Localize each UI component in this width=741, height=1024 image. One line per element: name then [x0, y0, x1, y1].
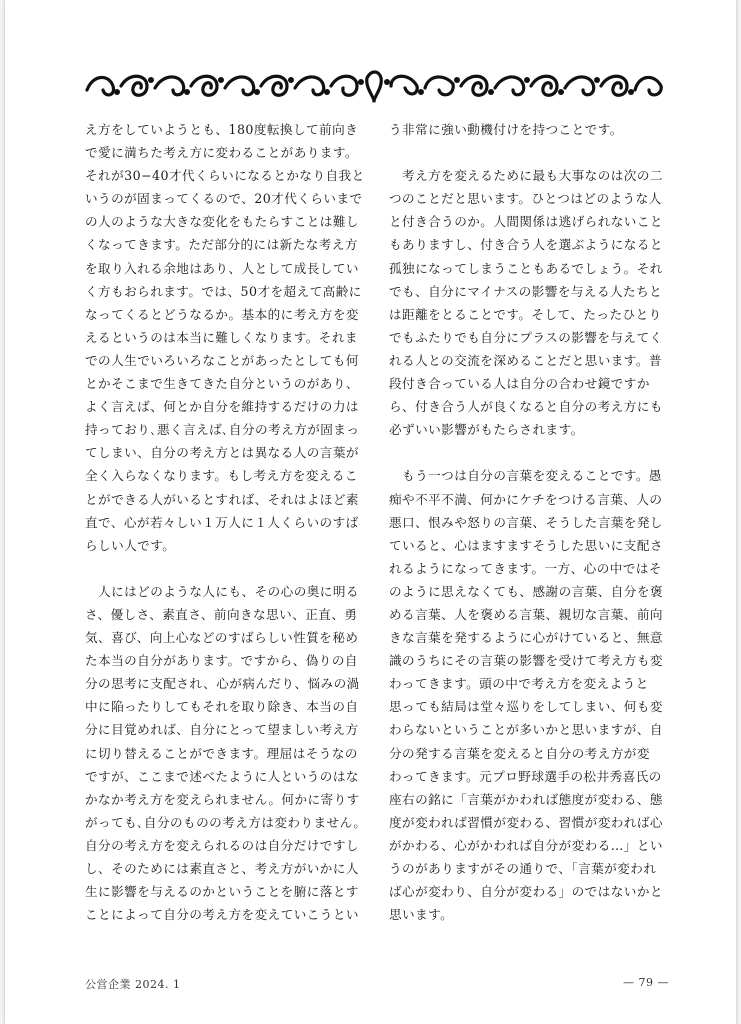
text-line: ば心が変わり、自分が変わる」のではないかと — [389, 884, 663, 900]
text-line: に切り替えることができます。理屈はそうなの — [85, 745, 358, 761]
text-line: 座右の銘に「言葉がかわれば態度が変わる、態 — [389, 791, 663, 807]
text-line: さ、優しさ、素直さ、前向きな思い、正直、勇 — [85, 606, 358, 622]
text-line: た本当の自分があります。ですから、偽りの自 — [85, 653, 358, 669]
text-line: でもふたりでも自分にプラスの影響を与えてく — [389, 329, 663, 345]
text-line: てしまい、自分の考え方とは異なる人の言葉が — [85, 445, 359, 461]
text-line: え方をしていようとも、180度転換して前向き — [85, 122, 359, 137]
paragraph-spacer — [389, 441, 669, 464]
text-line: 自分の考え方を変えられるのは自分だけですし — [85, 837, 359, 853]
text-line: 痴や不平不満、何かにケチをつける言葉、人の — [389, 491, 663, 507]
text-line: ですが、ここまで述べたように人というのはな — [85, 768, 359, 784]
text-line: める言葉、人を褒める言葉、親切な言葉、前向 — [389, 606, 663, 622]
text-line: の人のような大きな変化をもたらすことは難し — [85, 214, 359, 230]
text-line: 分の思考に支配され、心が病んだり、悩みの渦 — [85, 676, 360, 692]
text-line: 分に目覚めれば、自分にとって望ましい考え方 — [85, 722, 359, 738]
text-line: わってきます。元プロ野球選手の松井秀喜氏の — [389, 768, 662, 784]
text-line: 孤独になってしまうこともあるでしょう。それ — [389, 260, 663, 276]
text-line: よく言えば、何とか自分を維持するだけの力は — [85, 399, 359, 415]
text-line: 度が変われば習慣が変わる、習慣が変われば心 — [389, 814, 663, 830]
text-line: のように思えなくても、感謝の言葉、自分を褒 — [389, 583, 663, 599]
magazine-page — [5, 0, 736, 1024]
text-line: は距離をとることです。そして、たったひとり — [389, 306, 662, 322]
text-line: 悪口、恨みや怒りの言葉、そうした言葉を発し — [389, 514, 663, 530]
text-line: ていると、心はますますそうした思いに支配さ — [389, 537, 663, 553]
decorative-scroll-border — [83, 68, 665, 104]
text-line: 分の発する言葉を変えると自分の考え方が変 — [389, 745, 650, 761]
text-line: いうのが固まってくるので、20才代くらいまで — [85, 191, 363, 207]
text-line: なってくるとどうなるか。基本的に考え方を変 — [85, 306, 359, 322]
text-line: えるというのは本当に難しくなります。それま — [85, 329, 358, 345]
text-line: ことによって自分の考え方を変えていこうとい — [85, 907, 359, 923]
text-line: 識のうちにその言葉の影響を受けて考え方も変 — [389, 653, 663, 669]
text-line: れる人との交流を深めることだと思います。普 — [389, 352, 662, 368]
text-line: もありますし、付き合う人を選ぶようになると — [389, 237, 663, 253]
text-line: 必ずいい影響がもたらされます。 — [389, 422, 584, 438]
text-line: 直で、心が若々しい１万人に１人くらいのすば — [85, 514, 359, 530]
text-line: がかわる、心がかわれば自分が変わる…」とい — [389, 837, 663, 853]
text-line: く方もおられます。では、50才を超えて高齢に — [85, 283, 362, 299]
text-line: 考え方を変えるために最も大事なのは次の二 — [389, 168, 663, 184]
text-line: し、そのためには素直さと、考え方がいかに人 — [85, 861, 359, 876]
text-line: わらないということが多いかと思いますが、自 — [389, 722, 663, 738]
publication-footer: 公営企業 2024. 1 — [85, 978, 181, 991]
paragraph-spacer — [389, 141, 669, 164]
text-line: もう一つは自分の言葉を変えることです。愚 — [389, 468, 662, 484]
text-line: を取り入れる余地はあり、人として成長してい — [85, 260, 359, 276]
text-line: う非常に強い動機付けを持つことです。 — [389, 122, 623, 137]
text-line: わってきます。頭の中で考え方を変えようと — [389, 676, 649, 692]
text-line: 気、喜び、向上心などのすばらしい性質を秘め — [85, 630, 359, 646]
text-line: らしい人です。 — [85, 537, 176, 553]
text-line: 段付き合っている人は自分の合わせ鏡ですか — [389, 376, 650, 392]
text-line: きな言葉を発するように心がけていると、無意 — [389, 630, 663, 646]
text-line: 思っても結局は堂々巡りをしてしまい、何も変 — [389, 699, 663, 715]
page-number: — 79 — — [623, 976, 669, 989]
left-text-column — [85, 118, 365, 926]
text-line: での人生でいろいろなことがあったとしても何 — [85, 352, 359, 368]
text-line: とができる人がいるとすれば、それはよほど素 — [85, 491, 359, 507]
paragraph-spacer — [85, 557, 365, 580]
text-line: で愛に満ちた考え方に変わることがあります。 — [85, 145, 358, 161]
text-line: ら、付き合う人が良くなると自分の考え方にも — [389, 399, 663, 415]
text-line: でも、自分にマイナスの影響を与える人たちと — [389, 283, 663, 299]
text-line: それが30−40才代くらいになるとかなり自我と — [85, 168, 365, 184]
text-line: つのことだと思います。ひとつはどのような人 — [389, 191, 662, 207]
text-line: 持っており､悪く言えば､自分の考え方が固まっ — [85, 422, 360, 438]
text-line: とかそこまで生きてきた自分というのがあり、 — [85, 376, 359, 392]
text-line: 人にはどのような人にも、その心の奥に明る — [85, 583, 359, 599]
text-line: がっても､自分のものの考え方は変わりません。 — [85, 814, 367, 830]
text-line: れるようになってきます。一方、心の中ではそ — [389, 560, 662, 576]
text-line: 思います。 — [389, 907, 454, 923]
right-text-column — [389, 118, 669, 926]
text-line: 中に陥ったりしてもそれを取り除き、本当の自 — [85, 699, 359, 715]
text-line: かなか考え方を変えられません。何かに寄りす — [85, 791, 360, 807]
text-line: 全く入らなくなります。もし考え方を変えるこ — [85, 468, 358, 484]
text-line: と付き合うのか。人間関係は逃げられないこと — [389, 214, 663, 230]
text-line: くなってきます。ただ部分的には新たな考え方 — [85, 237, 358, 253]
text-line: うのがありますがその通りで、「言葉が変われ — [389, 861, 657, 876]
text-line: 生に影響を与えるのかということを腑に落とす — [85, 884, 359, 900]
